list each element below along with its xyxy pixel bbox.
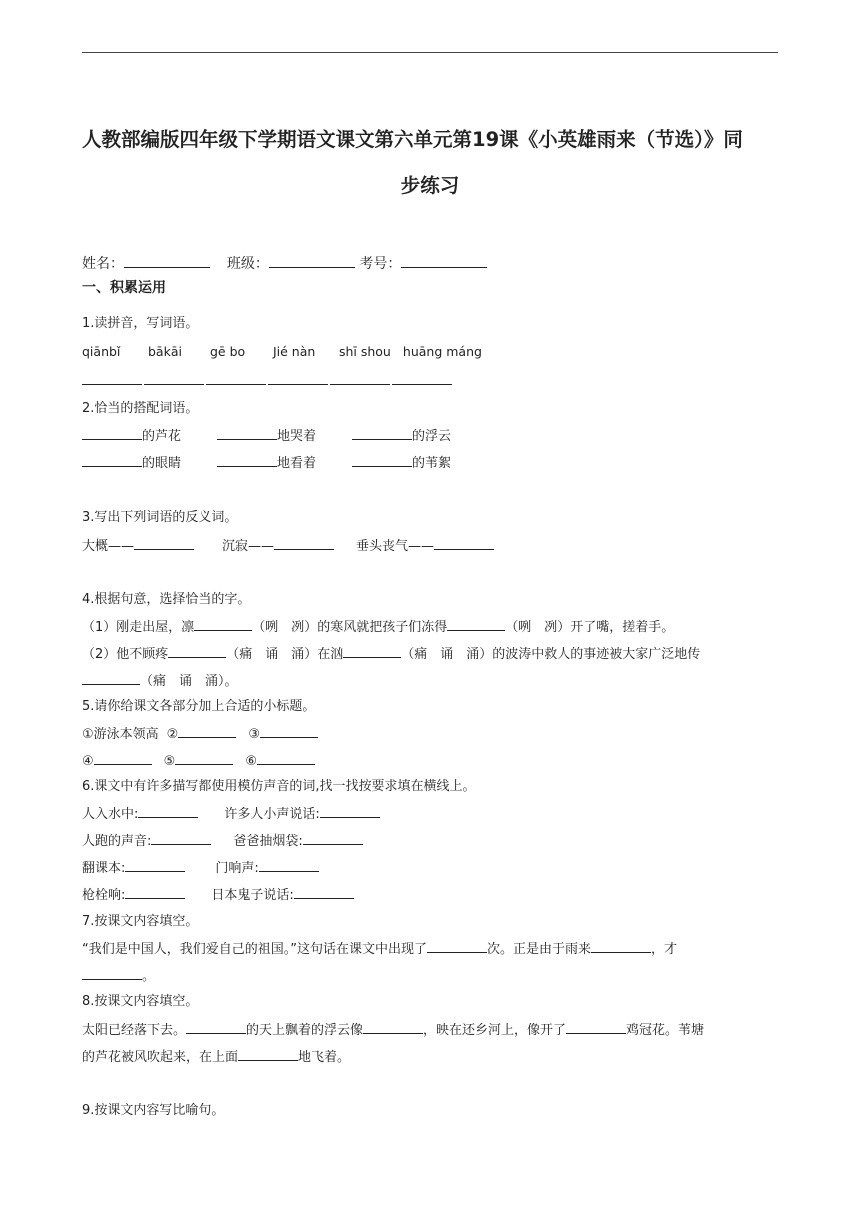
answer-blank[interactable] [217,453,277,467]
q4-sentence-2-cont [82,671,238,692]
answer-blank[interactable] [352,426,412,440]
answer-blank[interactable] [427,939,487,953]
answer-blank[interactable] [194,617,252,631]
answer-blank[interactable] [591,939,651,953]
q6-label: 门响声: [215,861,259,876]
q6-row-3 [82,858,319,879]
q5-row-2 [82,751,315,772]
answer-blank[interactable] [259,858,319,872]
q8-text: ，映在还乡河上，像开了 [423,1023,567,1038]
q4-text: （咧 冽）开了嘴，搓着手。 [505,620,675,635]
q1-answer-blanks [82,371,452,392]
q6-label: 翻课本: [82,861,126,876]
answer-blank[interactable] [178,724,236,738]
answer-blank[interactable] [434,536,494,550]
answer-blank[interactable] [82,371,142,385]
answer-blank[interactable] [294,885,354,899]
answer-blank[interactable] [82,426,142,440]
q5-mark: ④ [82,754,94,769]
q6-label: 枪栓响: [82,888,126,903]
answer-blank[interactable] [352,453,412,467]
q5-title: ①游泳本领高 [82,727,159,742]
answer-blank[interactable] [566,1020,626,1034]
q7-body [82,936,782,990]
q3-word: 沉寂—— [222,539,275,554]
q4-sentence-1 [82,617,674,638]
class-blank[interactable] [269,254,355,268]
q4-sentence-2 [82,644,700,665]
id-label: 考号： [359,256,402,272]
q8-text: 的芦花被风吹起来，在上面 [82,1050,239,1065]
q2-word: 地看着 [277,456,317,471]
student-info-row [82,254,487,274]
answer-blank[interactable] [343,644,401,658]
q6-row-2 [82,831,363,852]
q8-text: 地飞着。 [298,1050,351,1065]
q4-text: （痛 诵 涌）的波涛中救人的事迹被大家广泛地传 [401,647,701,662]
answer-blank[interactable] [125,885,185,899]
q7-text: 。 [142,969,156,984]
name-label: 姓名： [82,256,124,272]
q3-word: 垂头丧气—— [356,539,435,554]
q5-prompt: 5.请你给课文各部分加上合适的小标题。 [82,699,316,714]
answer-blank[interactable] [238,1047,298,1061]
id-blank[interactable] [401,254,487,268]
q2-word: 的苇絮 [412,456,452,471]
answer-blank[interactable] [175,751,233,765]
answer-blank[interactable] [168,644,226,658]
answer-blank[interactable] [94,751,152,765]
header-rule [82,52,778,53]
q2-word: 的眼睛 [142,456,182,471]
q6-prompt: 6.课文中有许多描写都使用模仿声音的词,找一找按要求填在横线上。 [82,779,476,794]
q2-row-2 [82,453,451,474]
q6-label: 爸爸抽烟袋: [233,834,303,849]
q6-label: 日本鬼子说话: [211,888,294,903]
q6-row-4 [82,885,354,906]
q5-mark: ② [166,727,179,742]
answer-blank[interactable] [217,426,277,440]
q4-text: （2）他不顾疼 [82,647,169,662]
q8-text: 太阳已经落下去。 [82,1023,187,1038]
answer-blank[interactable] [447,617,505,631]
q4-text: （1）刚走出屋，凛 [82,620,195,635]
q1-pinyin-row [82,342,482,362]
q2-word: 的芦花 [142,429,182,444]
answer-blank[interactable] [303,831,363,845]
title-line-1: 人教部编版四年级下学期语文课文第六单元第19课《小英雄雨来（节选）》同 [82,128,743,151]
pinyin-item: huāng máng [402,344,482,359]
answer-blank[interactable] [206,371,266,385]
q6-row-1 [82,804,380,825]
title-line-2: 步练习 [400,174,460,197]
q4-prompt: 4.根据句意，选择恰当的字。 [82,592,251,607]
q7-text: “我们是中国人，我们爱自己的祖国。”这句话在课文中出现了 [82,942,427,957]
q8-text: 的天上飘着的浮云像 [246,1023,364,1038]
answer-blank[interactable] [363,1020,423,1034]
pinyin-item: Jié nàn [272,344,316,359]
answer-blank[interactable] [320,804,380,818]
answer-blank[interactable] [144,371,204,385]
q2-word: 地哭着 [277,429,317,444]
q2-word: 的浮云 [412,429,452,444]
pinyin-item: bākāi [147,344,182,359]
answer-blank[interactable] [268,371,328,385]
answer-blank[interactable] [134,536,194,550]
answer-blank[interactable] [151,831,211,845]
q5-mark: ⑥ [245,754,257,769]
q6-label: 人跑的声音: [82,834,152,849]
q5-mark: ③ [248,727,260,742]
q7-text: 次。正是由于雨来 [486,942,591,957]
q6-label: 人入水中: [82,807,139,822]
q2-row-1 [82,426,451,447]
q9-prompt: 9.按课文内容写比喻句。 [82,1103,225,1118]
answer-blank[interactable] [125,858,185,872]
q2-prompt: 2.恰当的搭配词语。 [82,401,199,416]
answer-blank[interactable] [257,751,315,765]
q4-text: （痛 诵 涌）。 [140,674,238,689]
answer-blank[interactable] [82,671,140,685]
q8-text: 鸡冠花。苇塘 [626,1023,705,1038]
answer-blank[interactable] [260,724,318,738]
q3-row [82,536,494,557]
pinyin-item: gē bo [209,344,246,359]
answer-blank[interactable] [392,371,452,385]
q8-body [82,1017,782,1071]
q7-text: ，才 [651,942,678,957]
section-heading: 一、积累运用 [82,280,166,296]
name-blank[interactable] [124,254,210,268]
answer-blank[interactable] [186,1020,246,1034]
pinyin-item: shī shou [338,344,391,359]
q8-prompt: 8.按课文内容填空。 [82,994,199,1009]
answer-blank[interactable] [82,453,142,467]
q3-word: 大概—— [82,539,135,554]
answer-blank[interactable] [274,536,334,550]
pinyin-item: qiānbǐ [82,344,121,359]
q7-prompt: 7.按课文内容填空。 [82,914,199,929]
q6-label: 许多人小声说话: [224,807,320,822]
q4-text: （咧 冽）的寒风就把孩子们冻得 [252,620,448,635]
answer-blank[interactable] [138,804,198,818]
q5-mark: ⑤ [163,754,176,769]
q1-prompt: 1.读拼音，写词语。 [82,316,199,331]
q5-row-1 [82,724,318,745]
class-label: 班级： [226,256,269,272]
answer-blank[interactable] [330,371,390,385]
q3-prompt: 3.写出下列词语的反义词。 [82,510,238,525]
q4-text: （痛 诵 涌）在汹 [226,647,344,662]
answer-blank[interactable] [82,966,142,980]
